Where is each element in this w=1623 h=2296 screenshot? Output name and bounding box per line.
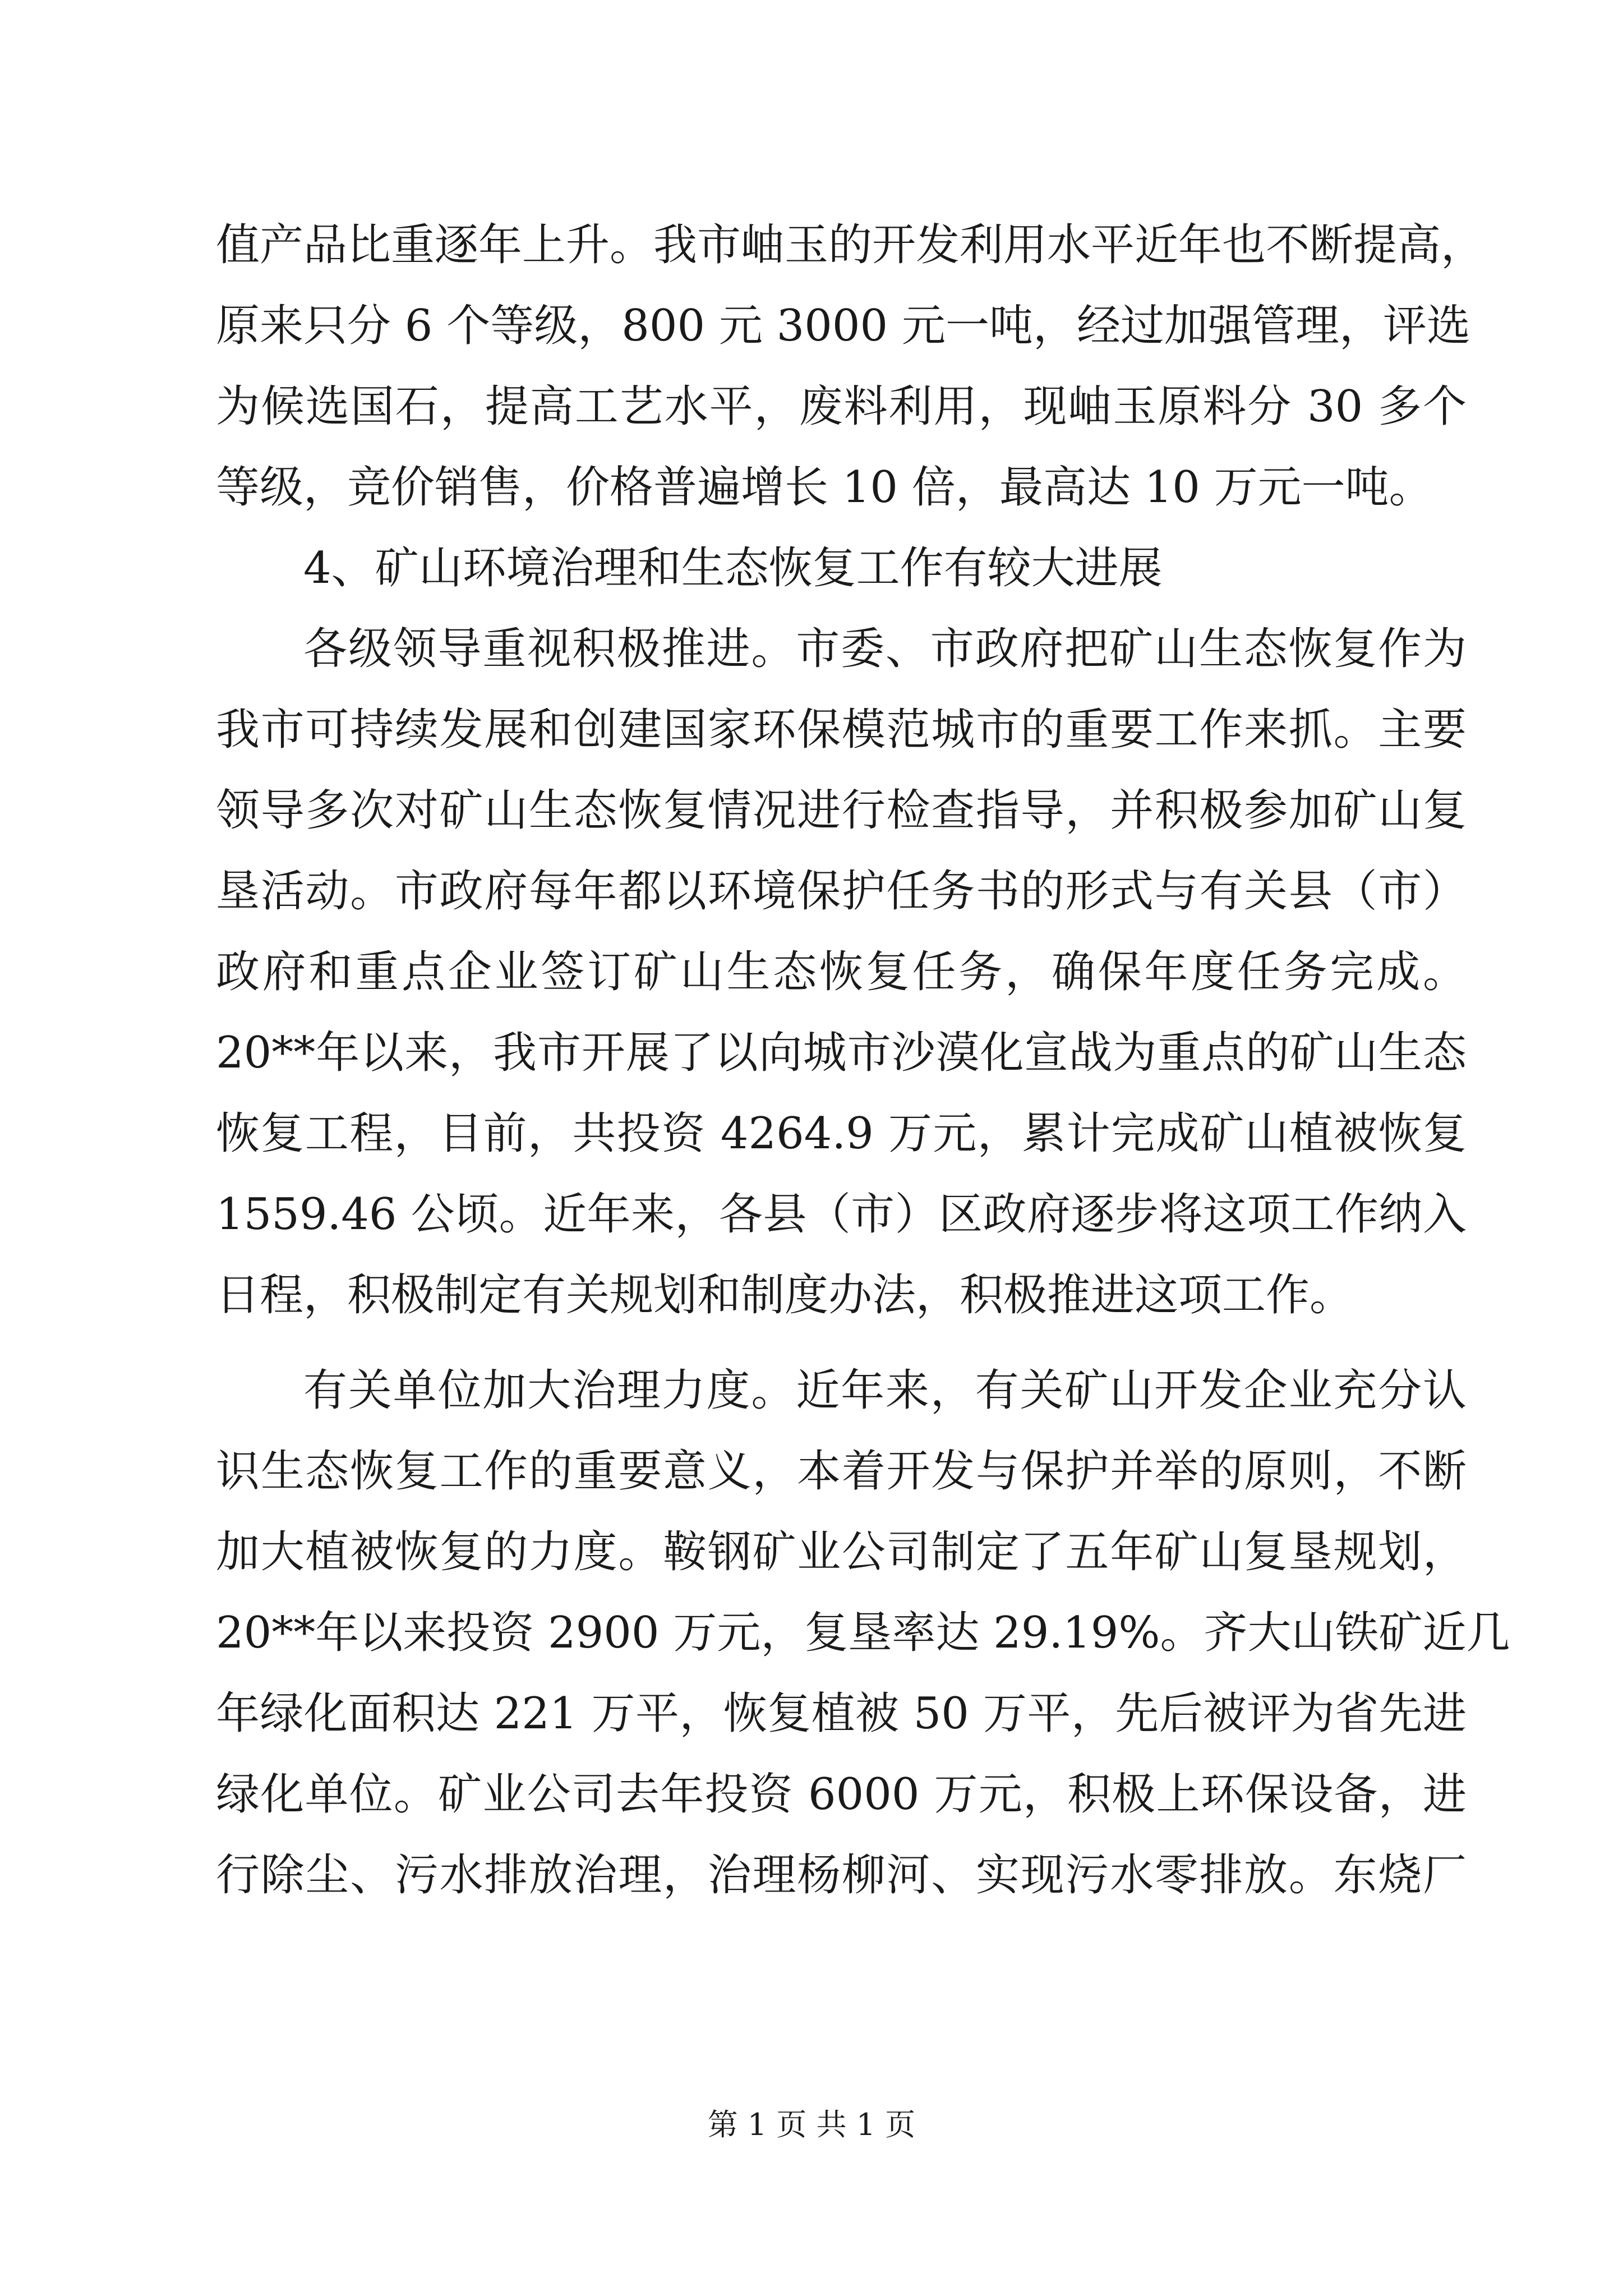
text-line: 日程，积极制定有关规划和制度办法，积极推进这项工作。: [216, 1270, 1354, 1320]
text-line: 加大植被恢复的力度。鞍钢矿业公司制定了五年矿山复垦规划，: [216, 1527, 1467, 1577]
page-number: 第 1 页 共 1 页: [707, 2107, 916, 2142]
text-line: 我市可持续发展和创建国家环保模范城市的重要工作来抓。主要: [216, 705, 1467, 755]
text-line: 原来只分 6 个等级，800 元 3000 元一吨，经过加强管理，评选: [216, 301, 1470, 351]
text-line: 年绿化面积达 221 万平，恢复植被 50 万平，先后被评为省先进: [216, 1688, 1467, 1739]
text-line: 20**年以来投资 2900 万元，复垦率达 29.19%。齐大山铁矿近几: [216, 1608, 1510, 1658]
text-line: 等级，竞价销售，价格普遍增长 10 倍，最高达 10 万元一吨。: [216, 462, 1433, 513]
text-line: 恢复工程，目前，共投资 4264.9 万元，累计完成矿山植被恢复: [216, 1108, 1467, 1159]
text-line: 值产品比重逐年上升。我市岫玉的开发利用水平近年也不断提高，: [216, 220, 1485, 270]
text-line: 各级领导重视积极推进。市委、市政府把矿山生态恢复作为: [303, 624, 1467, 674]
text-line: 有关单位加大治理力度。近年来，有关矿山开发企业充分认: [303, 1365, 1467, 1416]
paragraph-gap: [216, 1336, 1467, 1350]
page-footer: [0, 2101, 1623, 2144]
text-line: 绿化单位。矿业公司去年投资 6000 万元，积极上环保设备，进: [216, 1769, 1467, 1820]
text-line: 为候选国石，提高工艺水平，废料利用，现岫玉原料分 30 多个: [216, 381, 1467, 432]
text-line: 垦活动。市政府每年都以环境保护任务书的形式与有关县（市）: [216, 866, 1467, 917]
text-line: 1559.46 公顷。近年来，各县（市）区政府逐步将这项工作纳入: [216, 1189, 1467, 1240]
text-line: 政府和重点企业签订矿山生态恢复任务，确保年度任务完成。: [216, 947, 1467, 997]
text-line: 20**年以来，我市开展了以向城市沙漠化宣战为重点的矿山生态: [216, 1028, 1467, 1078]
document-body: [216, 205, 1510, 1916]
section-heading: 4、矿山环境治理和生态恢复工作有较大进展: [303, 543, 1163, 593]
text-line: 识生态恢复工作的重要意义，本着开发与保护并举的原则，不断: [216, 1446, 1467, 1497]
text-line: 领导多次对矿山生态恢复情况进行检查指导，并积极参加矿山复: [216, 785, 1467, 836]
text-line: 行除尘、污水排放治理，治理杨柳河、实现污水零排放。东烧厂: [216, 1850, 1467, 1901]
